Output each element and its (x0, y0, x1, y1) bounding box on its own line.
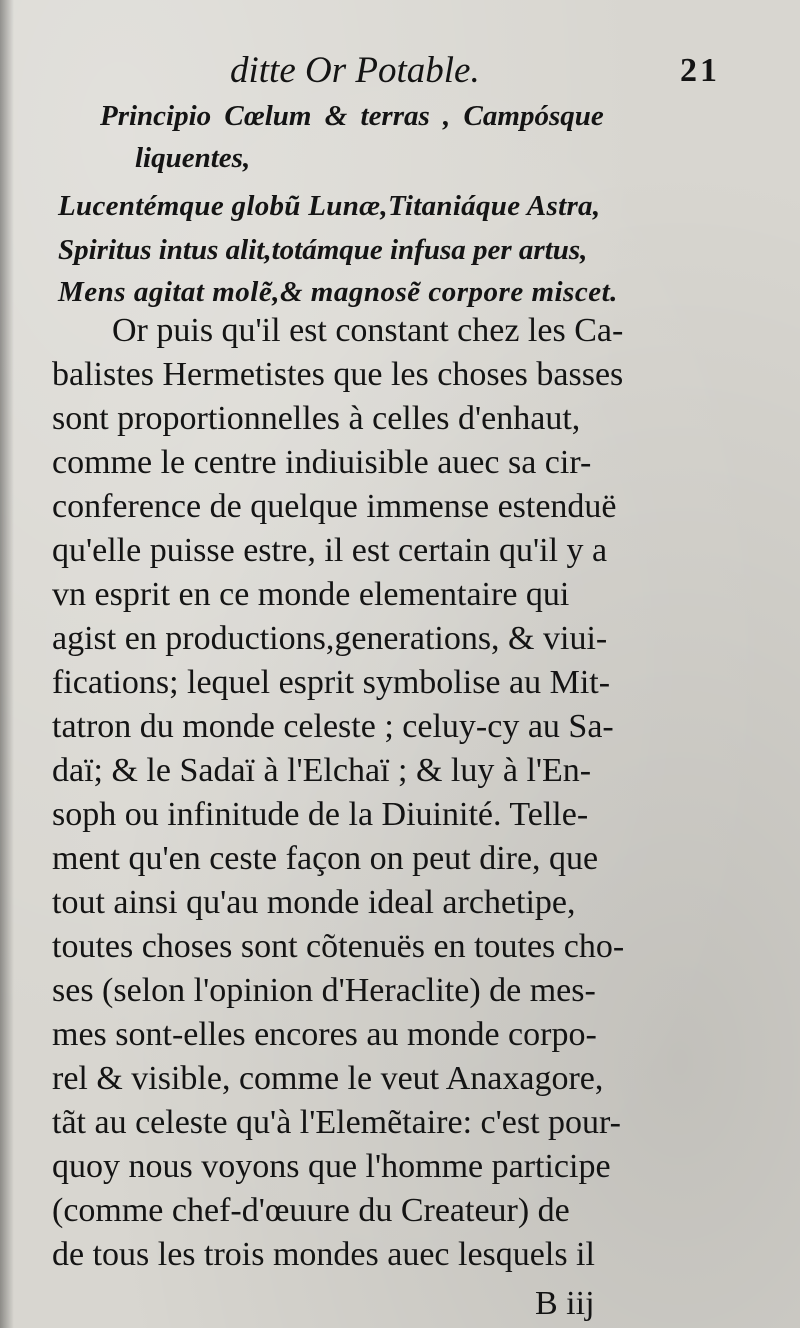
body-line: tãt au celeste qu'à l'Elemẽtaire: c'est pour- (52, 1104, 621, 1141)
verse-line: Lucentémque globũ Lunæ,Titaniáque Astra, (58, 190, 601, 222)
body-line: (comme chef-d'œuure du Createur) de (52, 1192, 570, 1229)
page-number: 21 (680, 52, 720, 89)
body-line: conference de quelque immense estenduë (52, 488, 617, 525)
body-line: ses (selon l'opinion d'Heraclite) de mes- (52, 972, 596, 1009)
body-line: qu'elle puisse estre, il est certain qu'il y a (52, 532, 608, 569)
body-line: rel & visible, comme le veut Anaxagore, (52, 1060, 604, 1097)
body-line: ment qu'en ceste façon on peut dire, que (52, 840, 599, 877)
body-line: balistes Hermetistes que les choses basses (52, 356, 624, 393)
running-title: ditte Or Potable. (230, 50, 480, 91)
body-line: Or puis qu'il est constant chez les Ca- (112, 312, 624, 349)
verse-line: Principio Cœlum & terras , Campósque (100, 100, 604, 132)
body-line: quoy nous voyons que l'homme participe (52, 1148, 611, 1185)
body-line: tout ainsi qu'au monde ideal archetipe, (52, 884, 576, 921)
body-line: sont proportionnelles à celles d'enhaut, (52, 400, 581, 437)
body-line: soph ou infinitude de la Diuinité. Telle- (52, 796, 589, 833)
body-line: vn esprit en ce monde elementaire qui (52, 576, 570, 613)
body-line: mes sont-elles encores au monde corpo- (52, 1016, 597, 1053)
body-line: toutes choses sont cõtenuës en toutes cho- (52, 928, 625, 965)
verse-line: liquentes, (135, 142, 251, 174)
body-line: fications; lequel esprit symbolise au Mit- (52, 664, 611, 701)
body-line: comme le centre indiuisible auec sa cir- (52, 444, 592, 481)
body-line: daï; & le Sadaï à l'Elchaï ; & luy à l'En- (52, 752, 592, 789)
signature-mark: B iij (535, 1285, 595, 1322)
body-line: agist en productions,generations, & viui- (52, 620, 608, 657)
verse-line: Mens agitat molẽ,& magnosẽ corpore miscet. (58, 276, 618, 308)
gutter-shadow (0, 0, 14, 1328)
body-line: tatron du monde celeste ; celuy-cy au Sa- (52, 708, 614, 745)
verse-line: Spiritus intus alit,totámque infusa per artus, (58, 234, 588, 266)
body-line: de tous les trois mondes auec lesquels il (52, 1236, 595, 1273)
page-header (0, 46, 800, 96)
